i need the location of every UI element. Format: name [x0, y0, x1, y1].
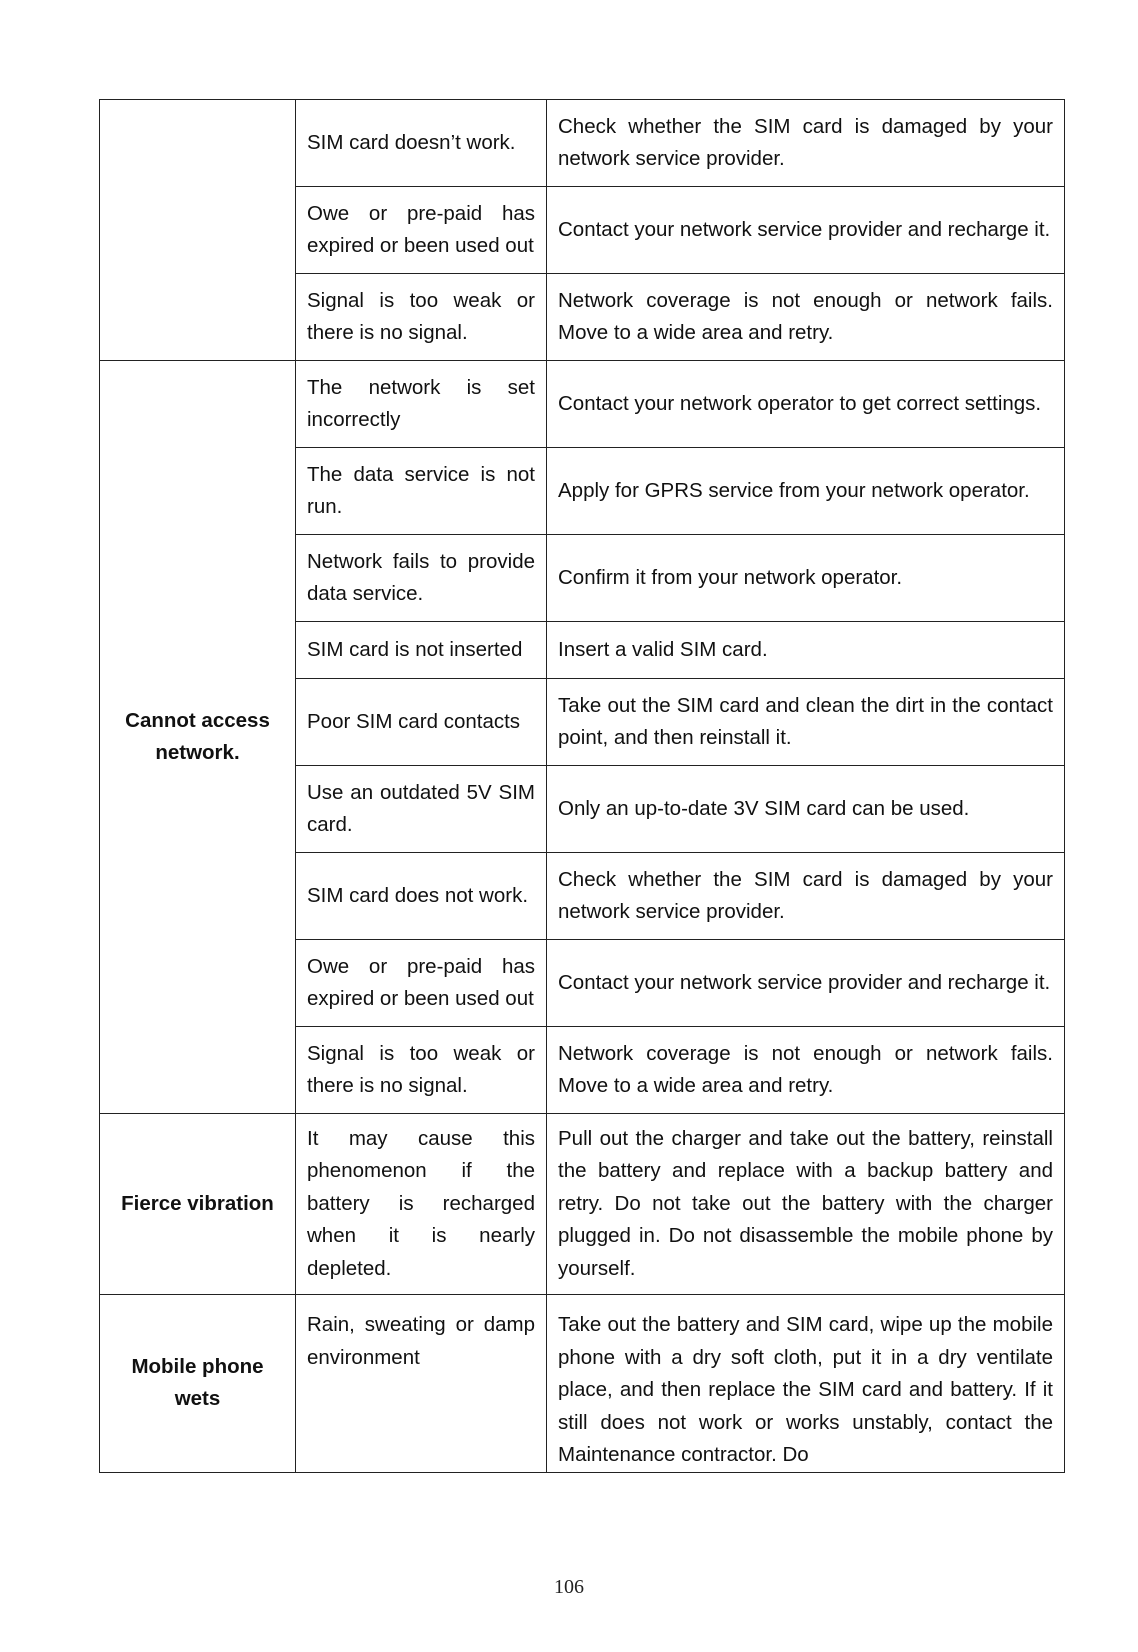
solution-cell: Network coverage is not enough or network fails. Move to a wide area and retry.	[547, 1027, 1065, 1114]
cause-cell: The data service is not run.	[296, 448, 547, 535]
solution-cell: Confirm it from your network operator.	[547, 535, 1065, 622]
cause-cell: The network is set incorrectly	[296, 361, 547, 448]
cause-cell: Poor SIM card contacts	[296, 679, 547, 766]
solution-cell: Take out the SIM card and clean the dirt in the contact point, and then reinstall it.	[547, 679, 1065, 766]
table-row	[100, 1295, 1065, 1473]
category-cell: Cannot access network.	[100, 361, 296, 1114]
cause-cell: SIM card is not inserted	[296, 622, 547, 679]
cause-cell: Network fails to provide data service.	[296, 535, 547, 622]
troubleshooting-table	[99, 99, 1065, 1473]
solution-cell: Check whether the SIM card is damaged by your network service provider.	[547, 100, 1065, 187]
table-row	[100, 361, 1065, 448]
page-number: 106	[554, 1576, 584, 1598]
cause-cell: Rain, sweating or damp environment	[296, 1295, 547, 1473]
solution-cell: Apply for GPRS service from your network operator.	[547, 448, 1065, 535]
cause-cell: Owe or pre-paid has expired or been used out	[296, 940, 547, 1027]
category-cell: Fierce vibration	[100, 1114, 296, 1295]
solution-cell: Contact your network service provider and recharge it.	[547, 940, 1065, 1027]
solution-cell: Only an up-to-date 3V SIM card can be used.	[547, 766, 1065, 853]
solution-cell: Contact your network service provider and recharge it.	[547, 187, 1065, 274]
solution-cell: Insert a valid SIM card.	[547, 622, 1065, 679]
cause-cell: It may cause this phenomenon if the battery is recharged when it is nearly depleted.	[296, 1114, 547, 1295]
table-row	[100, 100, 1065, 187]
solution-cell: Contact your network operator to get correct settings.	[547, 361, 1065, 448]
cause-cell: Use an outdated 5V SIM card.	[296, 766, 547, 853]
cause-cell: Signal is too weak or there is no signal.	[296, 1027, 547, 1114]
category-cell	[100, 100, 296, 361]
cause-cell: Signal is too weak or there is no signal.	[296, 274, 547, 361]
cause-cell: Owe or pre-paid has expired or been used out	[296, 187, 547, 274]
solution-cell: Check whether the SIM card is damaged by your network service provider.	[547, 853, 1065, 940]
cause-cell: SIM card doesn’t work.	[296, 100, 547, 187]
solution-cell: Network coverage is not enough or network fails. Move to a wide area and retry.	[547, 274, 1065, 361]
table-row	[100, 1114, 1065, 1295]
solution-cell: Pull out the charger and take out the battery, reinstall the battery and replace with a backup battery and retry. Do not take out the battery with the charger plugged in. Do not disassemble the mobile phone by yourself.	[547, 1114, 1065, 1295]
cause-cell: SIM card does not work.	[296, 853, 547, 940]
solution-cell: Take out the battery and SIM card, wipe up the mobile phone with a dry soft cloth, put it in a dry ventilate place, and then replace the SIM card and battery. If it still does not work or works unstably, contact the Maintenance contractor. Do	[547, 1295, 1065, 1473]
category-cell: Mobile phone wets	[100, 1295, 296, 1473]
